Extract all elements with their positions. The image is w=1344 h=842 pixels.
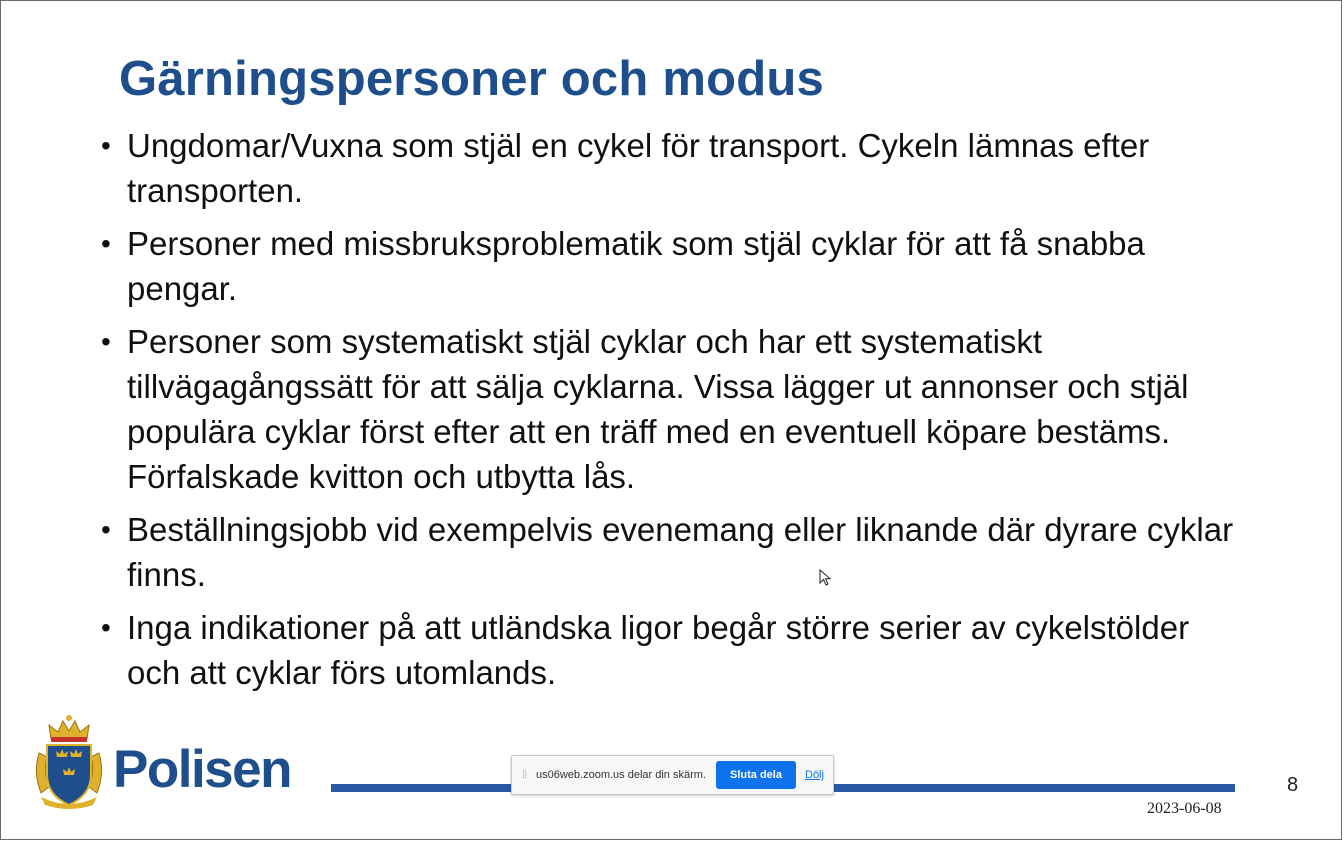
bullet-text: Ungdomar/Vuxna som stjäl en cykel för transport. Cykeln lämnas efter transporten. <box>127 127 1150 209</box>
bullet-text: Personer med missbruksproblematik som stjäl cyklar för att få snabba pengar. <box>127 225 1145 307</box>
hide-link[interactable]: Dölj <box>805 769 824 781</box>
polisen-logo <box>31 713 293 809</box>
bullet-marker: • <box>101 228 111 259</box>
bullet-text: Beställningsjobb vid exempelvis evenemang eller liknande där dyrare cyklar finns. <box>127 511 1234 593</box>
stop-sharing-button[interactable]: Sluta dela <box>716 761 796 789</box>
bullet-text: Personer som systematiskt stjäl cyklar och har ett systematiskt tillvägagångssätt för att sälja cyklarna. Vissa lägger ut annonser och stjäl populära cyklar först efter att en träff med en eventuell köpare bestäms. Förfalskade kvitton och utbytta lås. <box>127 323 1189 495</box>
bullet-item <box>97 221 1237 311</box>
share-status-text: us06web.zoom.us delar din skärm. <box>536 769 706 781</box>
bullet-list <box>97 123 1237 703</box>
bullet-marker: • <box>101 514 111 545</box>
bullet-marker: • <box>101 130 111 161</box>
bullet-marker: • <box>101 326 111 357</box>
page-number: 8 <box>1287 774 1299 796</box>
bullet-marker: • <box>101 612 111 643</box>
polisen-wordmark: Polisen <box>113 740 292 799</box>
bullet-item <box>97 319 1237 499</box>
mouse-cursor-icon <box>819 569 831 587</box>
slide-date: 2023-06-08 <box>1147 800 1222 817</box>
police-emblem-icon <box>31 713 107 809</box>
bullet-item <box>97 605 1237 695</box>
screen-share-toolbar[interactable] <box>511 755 834 795</box>
slide-title: Gärningspersoner och modus <box>119 52 824 106</box>
bullet-item <box>97 123 1237 213</box>
bullet-item <box>97 507 1237 597</box>
drag-grip-icon[interactable]: ⁞⁞ <box>522 769 527 781</box>
bullet-text: Inga indikationer på att utländska ligor begår större serier av cykelstölder och att cyklar förs utomlands. <box>127 609 1190 691</box>
